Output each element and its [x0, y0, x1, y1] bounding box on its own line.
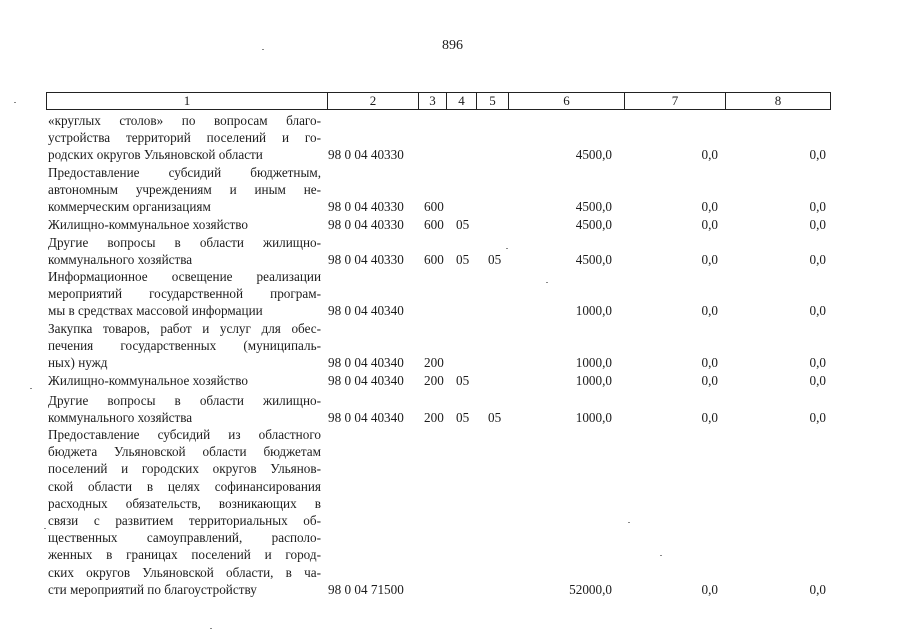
row-csr-code: 98 0 04 40340 — [328, 355, 404, 371]
row-rz-code: 05 — [456, 410, 470, 426]
description-line: Другие вопросы в области жилищно- — [48, 235, 321, 250]
row-amount-col8: 0,0 — [809, 252, 826, 268]
row-csr-code: 98 0 04 40340 — [328, 410, 404, 426]
header-col-7: 7 — [625, 93, 726, 109]
row-pr-code: 05 — [488, 252, 502, 268]
header-col-5: 5 — [477, 93, 509, 109]
description-line: бюджета Ульяновской области бюджетам — [48, 444, 321, 460]
row-amount-col6: 1000,0 — [575, 373, 612, 388]
row-amount-col6: 4500,0 — [575, 252, 612, 268]
description-line: мероприятий государственной програм- — [48, 286, 321, 302]
row-csr-code: 98 0 04 40330 — [328, 252, 404, 268]
row-amount-col6: 1000,0 — [575, 410, 612, 426]
description-line: печения государственных (муниципаль- — [48, 338, 321, 354]
row-description — [48, 216, 321, 233]
row-vr-code: 200 — [424, 373, 444, 388]
description-line: Жилищно-коммунальное хозяйство — [48, 373, 249, 388]
description-line: связи с развитием территориальных об- — [48, 513, 321, 529]
row-amount-col8: 0,0 — [809, 147, 826, 163]
table-header — [46, 92, 831, 110]
row-amount-col7: 0,0 — [701, 410, 718, 426]
description-line: коммерческим организациям — [48, 199, 211, 215]
description-line: Информационное освещение реализации — [48, 269, 321, 284]
row-amount-col8: 0,0 — [809, 581, 826, 597]
row-amount-col7: 0,0 — [701, 199, 718, 215]
row-vr-code: 200 — [424, 355, 444, 371]
description-line: женных в границах поселений и город- — [48, 547, 321, 563]
row-amount-col8: 0,0 — [809, 303, 826, 319]
page-number: 896 — [442, 38, 463, 53]
row-vr-code: 200 — [424, 410, 444, 426]
header-col-8: 8 — [774, 93, 782, 108]
description-line: Другие вопросы в области жилищно- — [48, 393, 321, 408]
row-csr-code: 98 0 04 71500 — [328, 581, 404, 597]
row-amount-col6: 4500,0 — [575, 199, 612, 215]
row-amount-col7: 0,0 — [701, 147, 718, 163]
header-col-6: 6 — [509, 93, 625, 109]
row-csr-code: 98 0 04 40340 — [328, 303, 404, 319]
header-col-3: 3 — [419, 93, 447, 109]
row-amount-col6: 52000,0 — [569, 581, 612, 597]
row-amount-col8: 0,0 — [809, 199, 826, 215]
description-line: щественных самоуправлений, располо- — [48, 530, 321, 546]
row-vr-code: 600 — [424, 217, 444, 232]
description-line: ских округов Ульяновской области, в ча- — [48, 564, 321, 580]
description-line: Предоставление субсидий из областного — [48, 427, 321, 442]
row-pr-code: 05 — [488, 410, 502, 426]
description-line: ской области в целях софинансирования — [48, 478, 321, 494]
row-csr-code: 98 0 04 40330 — [328, 147, 404, 163]
row-description — [48, 392, 321, 426]
row-amount-col7: 0,0 — [701, 252, 718, 268]
description-line: автономным учреждениям и иным не- — [48, 182, 321, 198]
description-line: коммунального хозяйства — [48, 410, 193, 426]
row-description — [48, 268, 321, 320]
row-amount-col7: 0,0 — [701, 373, 718, 388]
row-amount-col8: 0,0 — [809, 410, 826, 426]
row-description — [48, 372, 321, 389]
row-csr-code: 98 0 04 40330 — [328, 199, 404, 215]
row-amount-col8: 0,0 — [809, 373, 826, 388]
description-line: Жилищно-коммунальное хозяйство — [48, 217, 249, 232]
row-rz-code: 05 — [456, 373, 470, 388]
row-rz-code: 05 — [456, 217, 470, 232]
row-vr-code: 600 — [424, 252, 444, 268]
description-line: родских округов Ульяновской области — [48, 147, 263, 163]
description-line: ных) нужд — [48, 355, 108, 371]
description-line: поселений и городских округов Ульянов- — [48, 461, 321, 477]
description-line: мы в средствах массовой информации — [48, 303, 263, 319]
row-amount-col8: 0,0 — [809, 217, 826, 232]
row-csr-code: 98 0 04 40340 — [328, 373, 404, 388]
description-line: коммунального хозяйства — [48, 252, 193, 268]
row-csr-code: 98 0 04 40330 — [328, 217, 404, 232]
row-amount-col7: 0,0 — [701, 355, 718, 371]
row-amount-col6: 1000,0 — [575, 355, 612, 371]
description-line: сти мероприятий по благоустройству — [48, 581, 257, 597]
row-amount-col6: 1000,0 — [575, 303, 612, 319]
description-line: Закупка товаров, работ и услуг для обес- — [48, 321, 321, 336]
row-amount-col6: 4500,0 — [575, 147, 612, 163]
description-line: устройства территорий поселений и го- — [48, 130, 321, 146]
row-description — [48, 234, 321, 268]
description-line: расходных обязательств, возникающих в — [48, 495, 321, 511]
row-rz-code: 05 — [456, 252, 470, 268]
description-line: «круглых столов» по вопросам благо- — [48, 113, 321, 128]
header-col-4: 4 — [447, 93, 477, 109]
row-amount-col6: 4500,0 — [575, 217, 612, 232]
row-description — [48, 164, 321, 216]
row-vr-code: 600 — [424, 199, 444, 215]
description-line: Предоставление субсидий бюджетным, — [48, 165, 321, 180]
header-col-2: 2 — [328, 93, 419, 109]
row-amount-col7: 0,0 — [701, 217, 718, 232]
row-description — [48, 426, 321, 598]
row-amount-col7: 0,0 — [701, 303, 718, 319]
row-description — [48, 112, 321, 164]
row-description — [48, 320, 321, 372]
row-amount-col7: 0,0 — [701, 581, 718, 597]
row-amount-col8: 0,0 — [809, 355, 826, 371]
header-col-1: 1 — [47, 93, 328, 109]
